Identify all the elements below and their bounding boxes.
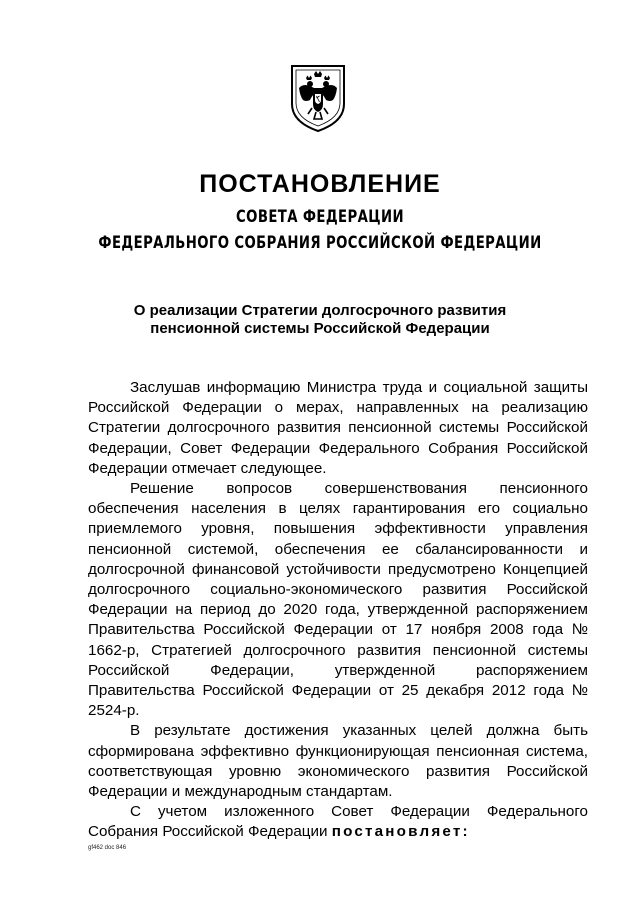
document-heading-line-1: О реализации Стратегии долгосрочного развития — [133, 302, 507, 319]
issuer-line-1: СОВЕТА ФЕДЕРАЦИИ — [236, 207, 404, 227]
document-heading-line-2: пенсионной системы Российской Федерации — [150, 320, 490, 337]
document-type-title: ПОСТАНОВЛЕНИЕ — [199, 170, 441, 198]
paragraph-2: Решение вопросов совершенствования пенсионного обеспечения населения в целях гарантирования его социально приемлемого уровня, повышения эффективности управления пенсионной системой, обеспечения ее сбалансированности и долгосрочной финансовой устойчивости предусмотрено Концепцией долгосрочного социально-экономического развития Российской Федерации на период до 2020 года, утвержденной распоряжением Правительства Российской Федерации от 17 ноября 2008 года № 1662-р, Стратегией долгосрочного развития пенсионной системы Российской Федерации, утвержденной распоряжением Правительства Российской Федерации от 25 декабря 2012 года № 2524-р. — [88, 480, 588, 720]
document-body — [88, 378, 588, 843]
issuer-line-2: ФЕДЕРАЛЬНОГО СОБРАНИЯ РОССИЙСКОЙ ФЕДЕРАЦИИ — [98, 233, 542, 253]
footer-document-code: gf462 doc 846 — [88, 845, 127, 851]
coat-of-arms-icon — [288, 62, 348, 134]
paragraph-4 — [88, 802, 588, 842]
paragraph-3: В результате достижения указанных целей должна быть сформирована эффективно функционирующая пенсионная система, соответствующая уровню экономического развития Российской Федерации и международным стандартам. — [88, 722, 588, 801]
paragraph-1: Заслушав информацию Министра труда и социальной защиты Российской Федерации о мерах, направленных на реализацию Стратегии долгосрочного развития пенсионной системы Российской Федерации, Совет Федерации Федерального Собрания Российской Федерации отмечает следующее. — [88, 379, 588, 477]
resolution-keyword: постановляет: — [331, 823, 470, 841]
paragraph-4-text: С учетом изложенного Совет Федерации Федерального Собрания Российской Федерации — [88, 803, 588, 841]
document-heading — [0, 302, 640, 338]
